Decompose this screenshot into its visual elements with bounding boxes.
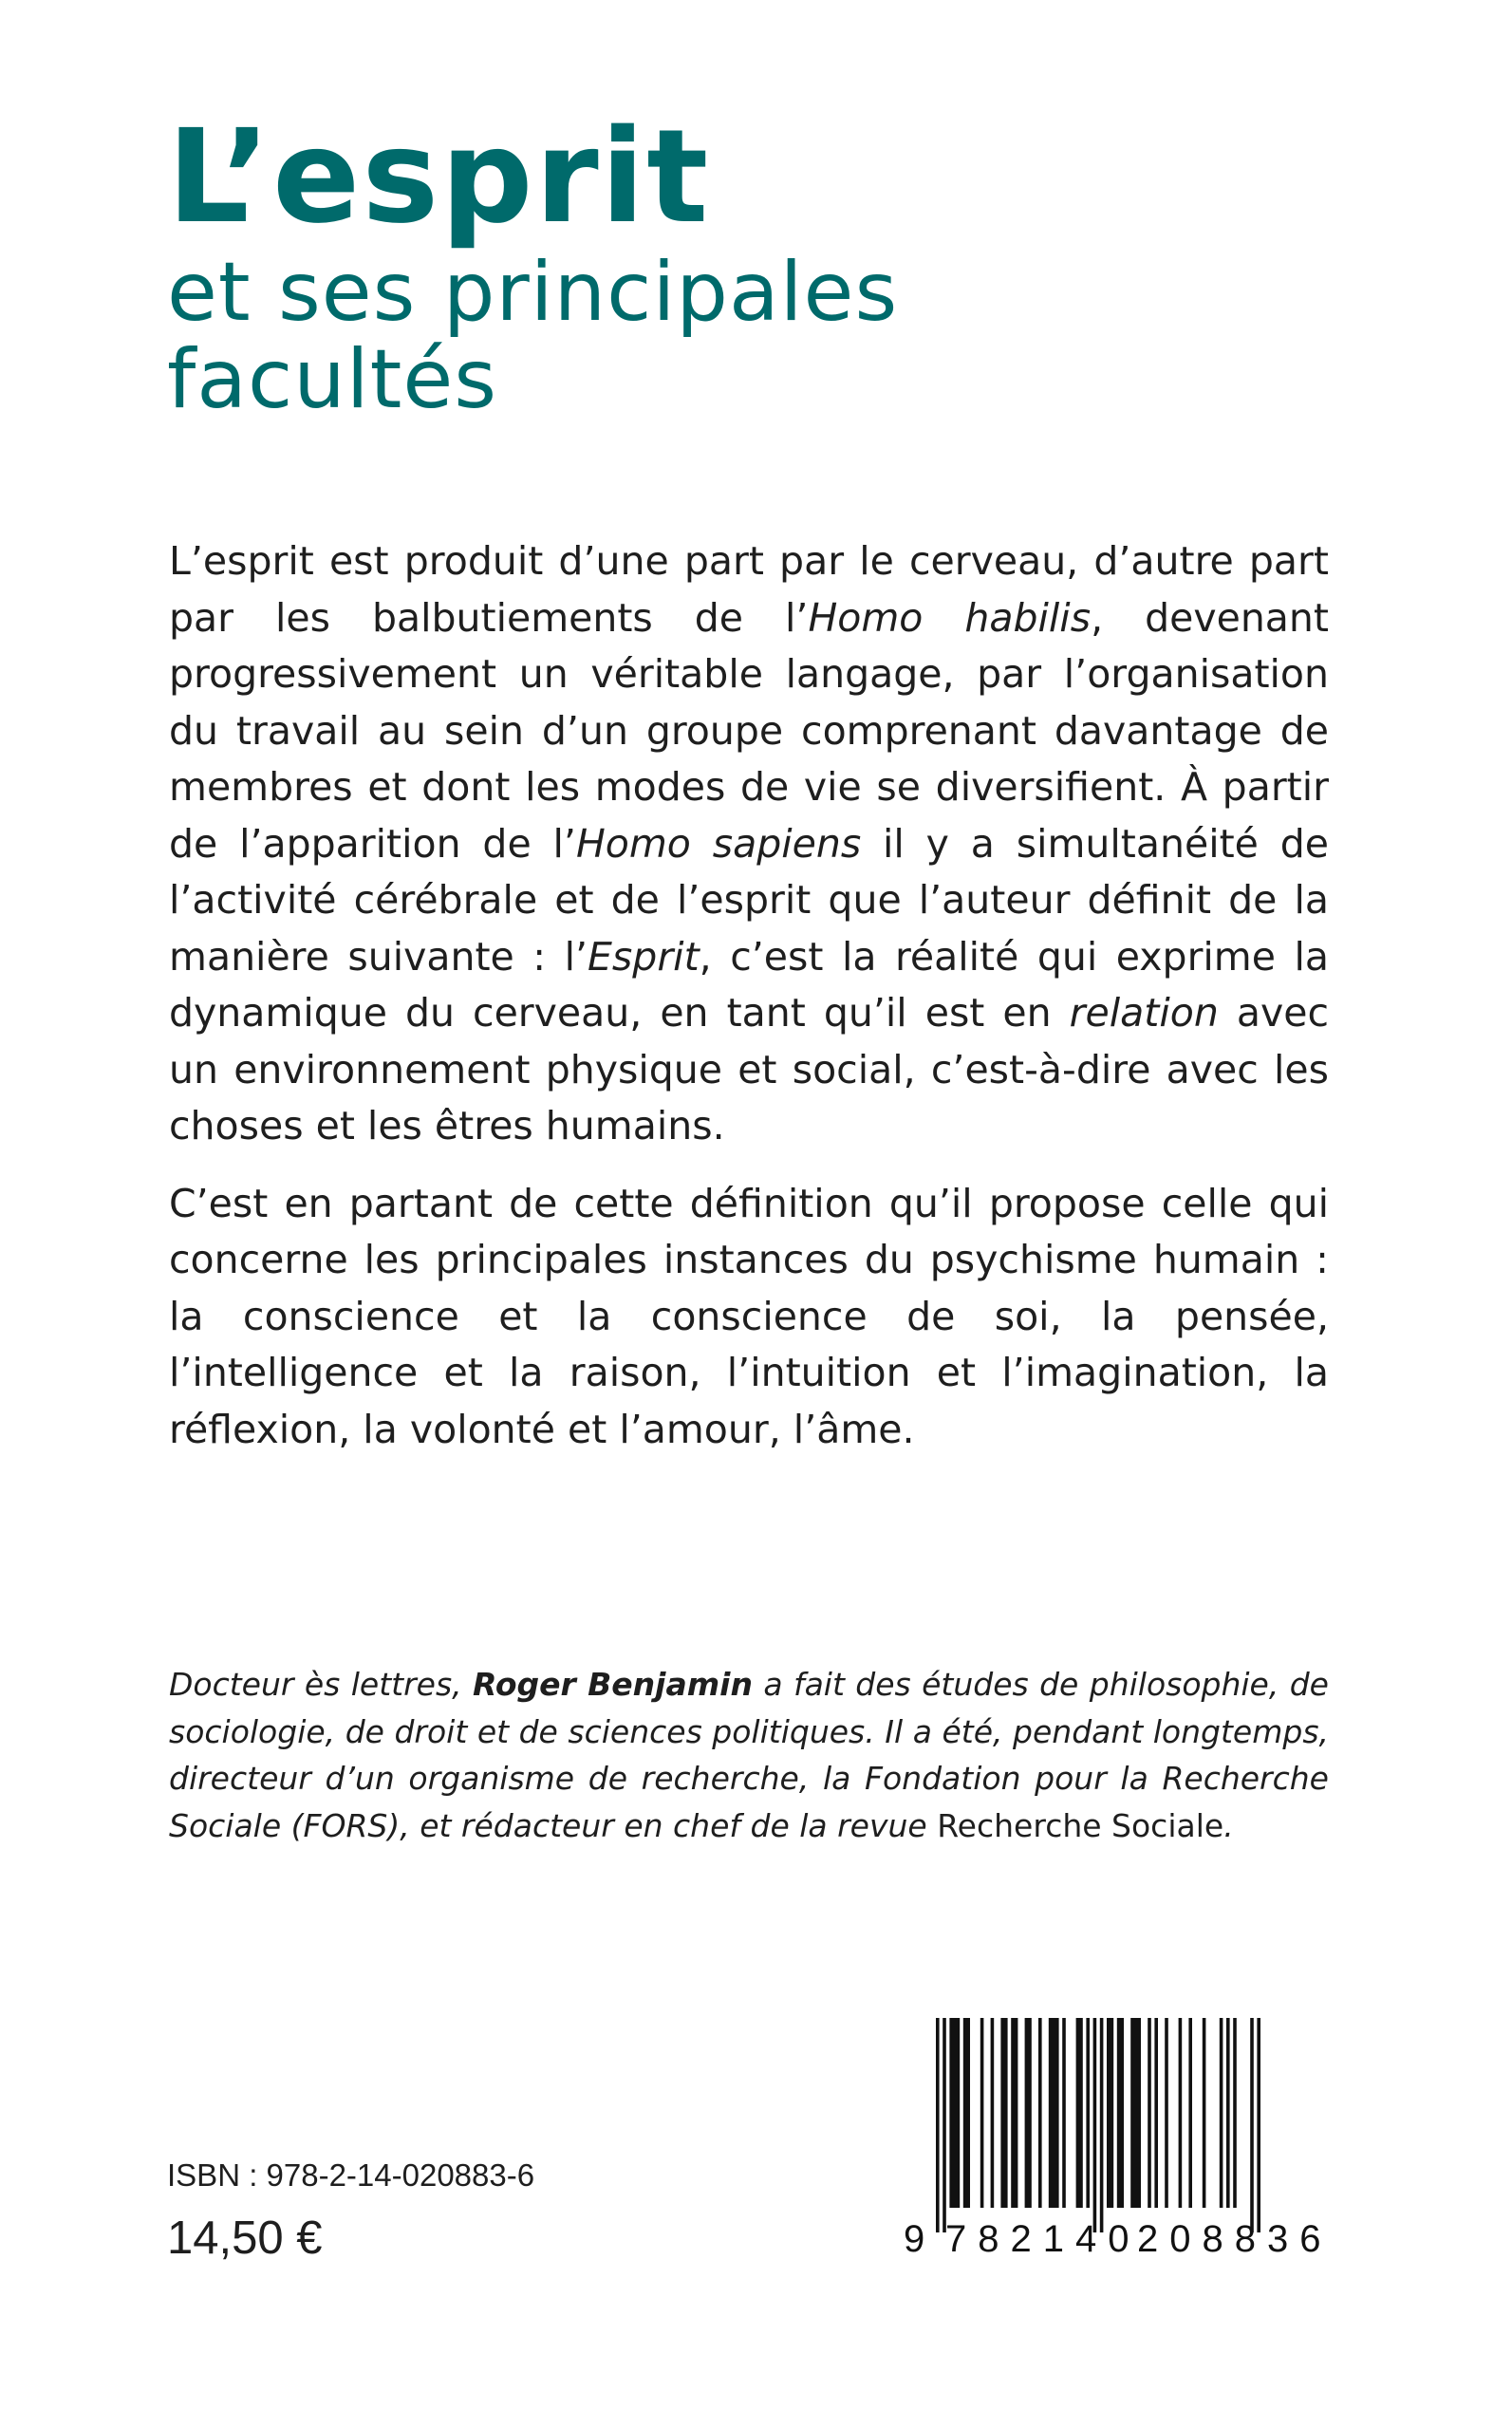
barcode-bar	[949, 2018, 960, 2208]
barcode-bar	[1233, 2018, 1237, 2208]
blurb	[169, 533, 1329, 1458]
barcode-digits	[904, 2212, 1333, 2265]
bio-text: a fait des études de philosophie, de sociologie, de droit et de sciences politiques. Il a été, pendant longtemps, directeur d’un organisme de recherche, la Fondation pour la Recherche Sociale (FORS), et rédacteur en chef de la revue	[169, 1666, 1329, 1844]
barcode-bar	[1226, 2018, 1230, 2208]
barcode-guard-bar	[1093, 2018, 1097, 2232]
barcode-bar	[1203, 2018, 1206, 2208]
blurb-italic-term: Homo habilis	[808, 594, 1092, 641]
author-name: Roger Benjamin	[473, 1666, 753, 1703]
barcode-bar	[1107, 2018, 1113, 2208]
price-label: 14,50 €	[167, 2213, 323, 2264]
barcode-bar	[991, 2018, 995, 2208]
blurb-text: L’esprit est produit d’une part par le cerveau, d’autre part par les balbutiements de l’	[169, 538, 1329, 641]
bio-text: .	[1223, 1806, 1234, 1844]
barcode-bar	[1025, 2018, 1032, 2208]
barcode-guard-bar	[1100, 2018, 1104, 2232]
barcode-guard-bar	[1250, 2018, 1254, 2232]
barcode-bar	[1148, 2018, 1151, 2208]
barcode-guard-bar	[1257, 2018, 1260, 2232]
barcode-bar	[1220, 2018, 1223, 2208]
subtitle-line-1: et ses principales	[167, 245, 899, 340]
barcode-bar	[1179, 2018, 1183, 2208]
blurb-italic-term: Esprit	[588, 933, 700, 980]
blurb-paragraph-2: C’est en partant de cette définition qu’il propose celle qui concerne les principales instances du psychisme humain : la conscience et la conscience de soi, la pensée, l’intelligence et la raison, l’intuition et l’imagination, la réflexion, la volonté et l’amour, l’âme.	[169, 1180, 1329, 1452]
author-bio	[169, 1661, 1329, 1849]
barcode-bar	[1188, 2018, 1192, 2208]
blurb-text: , devenant progressivement un véritable langage, par l’organisation du travail au sein d’un groupe comprenant davantage de membres et dont les modes de vie se diversifient. À partir de l’apparition de l’	[169, 594, 1329, 867]
barcode-bar	[963, 2018, 970, 2208]
blurb-italic-term: relation	[1069, 990, 1219, 1036]
barcode-bar	[1086, 2018, 1090, 2208]
barcode-guard-bar	[943, 2018, 946, 2232]
barcode-bar	[1076, 2018, 1083, 2208]
barcode-bar	[1154, 2018, 1158, 2208]
barcode-digits-right: 208836	[1137, 2218, 1333, 2260]
blurb-paragraph-1	[169, 533, 1329, 1155]
book-title: L’esprit	[167, 103, 711, 252]
barcode-digit-first: 9	[904, 2218, 925, 2260]
subtitle-line-2: facultés	[167, 332, 498, 427]
barcode-bar	[1038, 2018, 1042, 2208]
journal-name: Recherche Sociale	[937, 1806, 1224, 1844]
blurb-text: il y a simultanéité de l’activité cérébrale et de l’esprit que l’auteur définit de la manière suivante : l’	[169, 820, 1329, 980]
barcode-bar	[1011, 2018, 1017, 2208]
isbn-label: ISBN : 978-2-14-020883-6	[167, 2157, 535, 2193]
book-subtitle	[167, 245, 899, 427]
barcode-bar	[1049, 2018, 1059, 2208]
blurb-italic-term: Homo sapiens	[575, 820, 862, 867]
blurb-text: avec un environnement physique et social, c’est-à-dire avec les choses et les êtres humains.	[169, 990, 1329, 1148]
blurb-text: , c’est la réalité qui exprime la dynamique du cerveau, en tant qu’il est en	[169, 933, 1329, 1036]
barcode-digits-left: 782140	[945, 2218, 1141, 2260]
barcode-bar	[1130, 2018, 1141, 2208]
barcode-bar	[1062, 2018, 1066, 2208]
bio-text: Docteur ès lettres,	[169, 1666, 474, 1703]
barcode	[904, 2016, 1333, 2265]
barcode-bar	[1117, 2018, 1124, 2208]
barcode-bar	[1165, 2018, 1168, 2208]
barcode-bar	[980, 2018, 984, 2208]
barcode-bar	[1000, 2018, 1007, 2208]
barcode-guard-bar	[936, 2018, 940, 2232]
